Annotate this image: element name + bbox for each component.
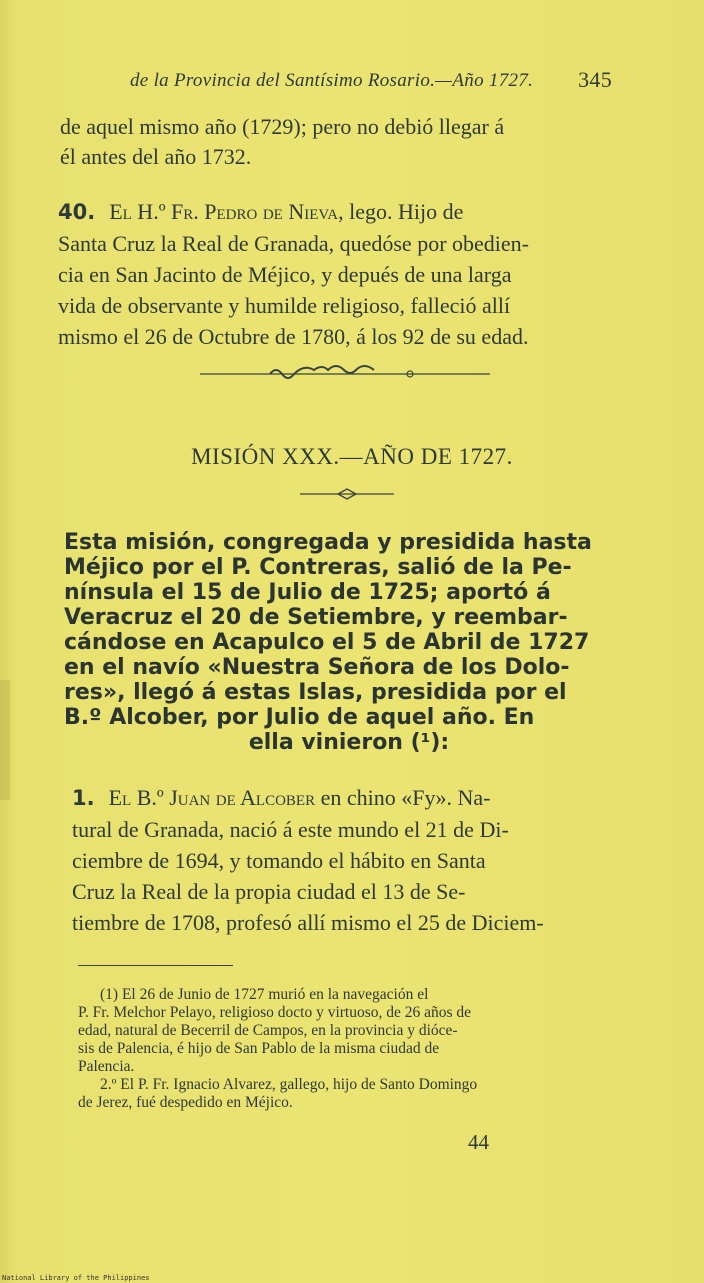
text-line: Santa Cruz la Real de Granada, quedóse por obedien-	[58, 231, 529, 256]
signature-mark: 44	[468, 1130, 489, 1154]
text-line: res», llegó á estas Islas, presidida por el	[64, 680, 567, 705]
footnote-line: Palencia.	[78, 1058, 135, 1075]
text-line: B.º Alcober, por Julio de aquel año. En	[64, 705, 535, 730]
entry-1	[72, 782, 642, 938]
footnote-line: sis de Palencia, é hijo de San Pablo de la misma ciudad de	[78, 1040, 440, 1057]
text-line: en el navío «Nuestra Señora de los Dolo-	[64, 655, 570, 680]
entry-number: 1.	[72, 786, 95, 810]
text-line: vida de observante y humilde religioso, falleció allí	[58, 293, 511, 318]
text-line: Méjico por el P. Contreras, salió de la Pe-	[64, 555, 572, 580]
footnote-line: P. Fr. Melchor Pelayo, religioso docto y virtuoso, de 26 años de	[78, 1004, 472, 1021]
text-line: tiembre de 1708, profesó allí mismo el 25 de Diciem-	[72, 910, 544, 935]
running-title: de la Provincia del Santísimo Rosario.—Año 1727.	[130, 70, 534, 91]
text-line: Esta misión, congregada y presidida hasta	[64, 530, 592, 555]
text-line: él antes del año 1732.	[60, 144, 252, 169]
footnote-line: de Jerez, fué despedido en Méjico.	[78, 1094, 293, 1111]
text-line: nínsula el 15 de Julio de 1725; aportó á	[64, 580, 551, 605]
ornamental-divider	[200, 360, 490, 384]
text-line: Veracruz el 20 de Setiembre, y reembar-	[64, 605, 568, 630]
entry-40	[58, 196, 628, 352]
entry-name: El H.º Fr. Pedro de Nieva,	[109, 199, 344, 224]
footnote-line: edad, natural de Becerril de Campos, en la provincia y dióce-	[78, 1022, 458, 1039]
entry-number: 40.	[58, 200, 96, 224]
text-line: tural de Granada, nació á este mundo el 21 de Di-	[72, 817, 509, 842]
text-line: cándose en Acapulco el 5 de Abril de 1727	[64, 630, 590, 655]
footnote-rule	[78, 965, 233, 966]
text-line: mismo el 26 de Octubre de 1780, á los 92 de su edad.	[58, 324, 529, 349]
text-line: Cruz la Real de la propia ciudad el 13 de Se-	[72, 879, 466, 904]
text-line: cia en San Jacinto de Méjico, y depués de una larga	[58, 262, 512, 287]
page-edge-stain	[0, 680, 10, 800]
text-line: ciembre de 1694, y tomando el hábito en Santa	[72, 848, 486, 873]
continuation-paragraph	[60, 114, 504, 174]
running-header	[130, 67, 612, 92]
text-fragment: en chino «Fy». Na-	[315, 785, 491, 810]
entry-40-first-line	[58, 196, 628, 228]
footnote-line: (1) El 26 de Junio de 1727 murió en la navegación el	[100, 986, 429, 1003]
footnotes	[78, 986, 648, 1112]
footnote-line: 2.º El P. Fr. Ignacio Alvarez, gallego, hijo de Santo Domingo	[100, 1076, 478, 1093]
entry-1-first-line	[72, 782, 642, 814]
page-number: 345	[578, 67, 612, 92]
library-credit: National Library of the Philippines	[2, 1274, 150, 1282]
mission-introduction	[64, 530, 634, 755]
text-line: ella vinieron (¹):	[248, 730, 450, 755]
section-title: MISIÓN XXX.—AÑO DE 1727.	[191, 444, 513, 469]
text-line: de aquel mismo año (1729); pero no debió llegar á	[60, 114, 505, 139]
entry-name: El B.º Juan de Alcober	[108, 785, 316, 810]
text-fragment: lego. Hijo de	[343, 199, 464, 224]
small-ornament	[300, 485, 394, 503]
